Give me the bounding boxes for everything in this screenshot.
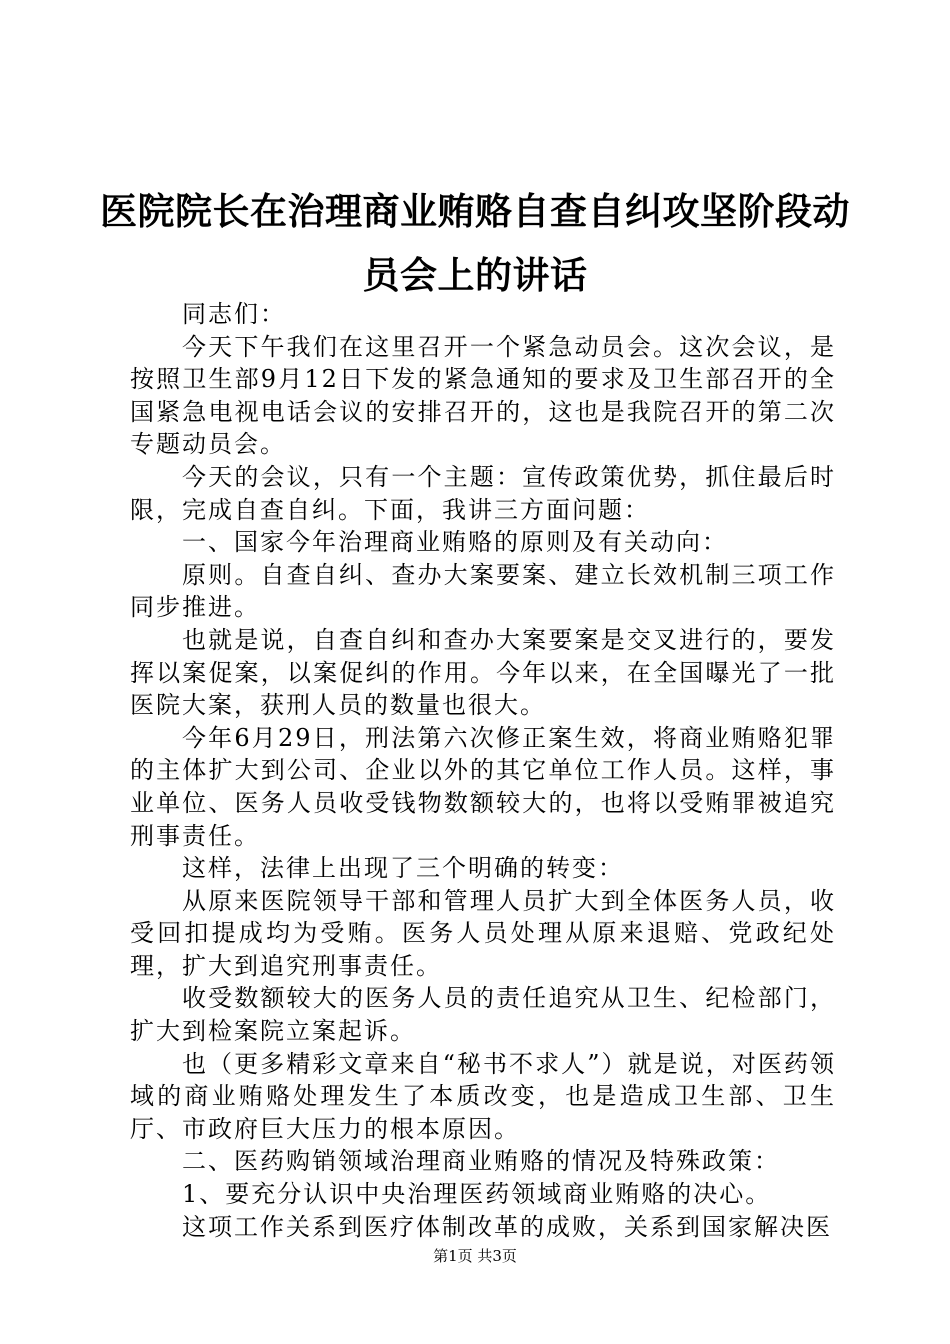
document-body [130,298,836,1243]
paragraph: 今年6月29日，刑法第六次修正案生效，将商业贿赂犯罪的主体扩大到公司、企业以外的其它单位工作人员。这样，事业单位、医务人员收受钱物数额较大的，也将以受贿罪被追究刑事责任。 [130,723,836,850]
paragraph: 今天的会议，只有一个主题：宣传政策优势，抓住最后时限，完成自查自纠。下面，我讲三方面问题： [130,462,836,524]
subsection-heading: 1、要充分认识中央治理医药领域商业贿赂的决心。 [182,1180,772,1209]
paragraph: 今天下午我们在这里召开一个紧急动员会。这次会议，是按照卫生部9月12日下发的紧急通知的要求及卫生部召开的全国紧急电视电话会议的安排召开的，这也是我院召开的第二次专题动员会。 [130,332,836,459]
page-number-footer: 第1页 共3页 [433,1247,517,1265]
section-heading: 二、医药购销领域治理商业贿赂的情况及特殊政策： [182,1147,780,1176]
paragraph-salutation: 同志们： [182,300,286,328]
paragraph: 从原来医院领导干部和管理人员扩大到全体医务人员，收受回扣提成均为受贿。医务人员处理从原来退赔、党政纪处理，扩大到追究刑事责任。 [130,886,836,980]
section-heading: 一、国家今年治理商业贿赂的原则及有关动向： [182,528,728,557]
paragraph: 也（更多精彩文章来自“秘书不求人”）就是说，对医药领域的商业贿赂处理发生了本质改变，也是造成卫生部、卫生厅、市政府巨大压力的根本原因。 [130,1049,836,1143]
paragraph: 这项工作关系到医疗体制改革的成败，关系到国家解决医 [182,1212,832,1241]
document-title: 医院院长在治理商业贿赂自查自纠攻坚阶段动员会上的讲话 [100,190,850,297]
paragraph: 原则。自查自纠、查办大案要案、建立长效机制三项工作同步推进。 [130,560,836,622]
paragraph: 也就是说，自查自纠和查办大案要案是交叉进行的，要发挥以案促案，以案促纠的作用。今年以来，在全国曝光了一批医院大案，获刑人员的数量也很大。 [130,625,836,720]
paragraph: 这样，法律上出现了三个明确的转变： [182,854,624,883]
paragraph: 收受数额较大的医务人员的责任追究从卫生、纪检部门，扩大到检案院立案起诉。 [130,984,836,1046]
